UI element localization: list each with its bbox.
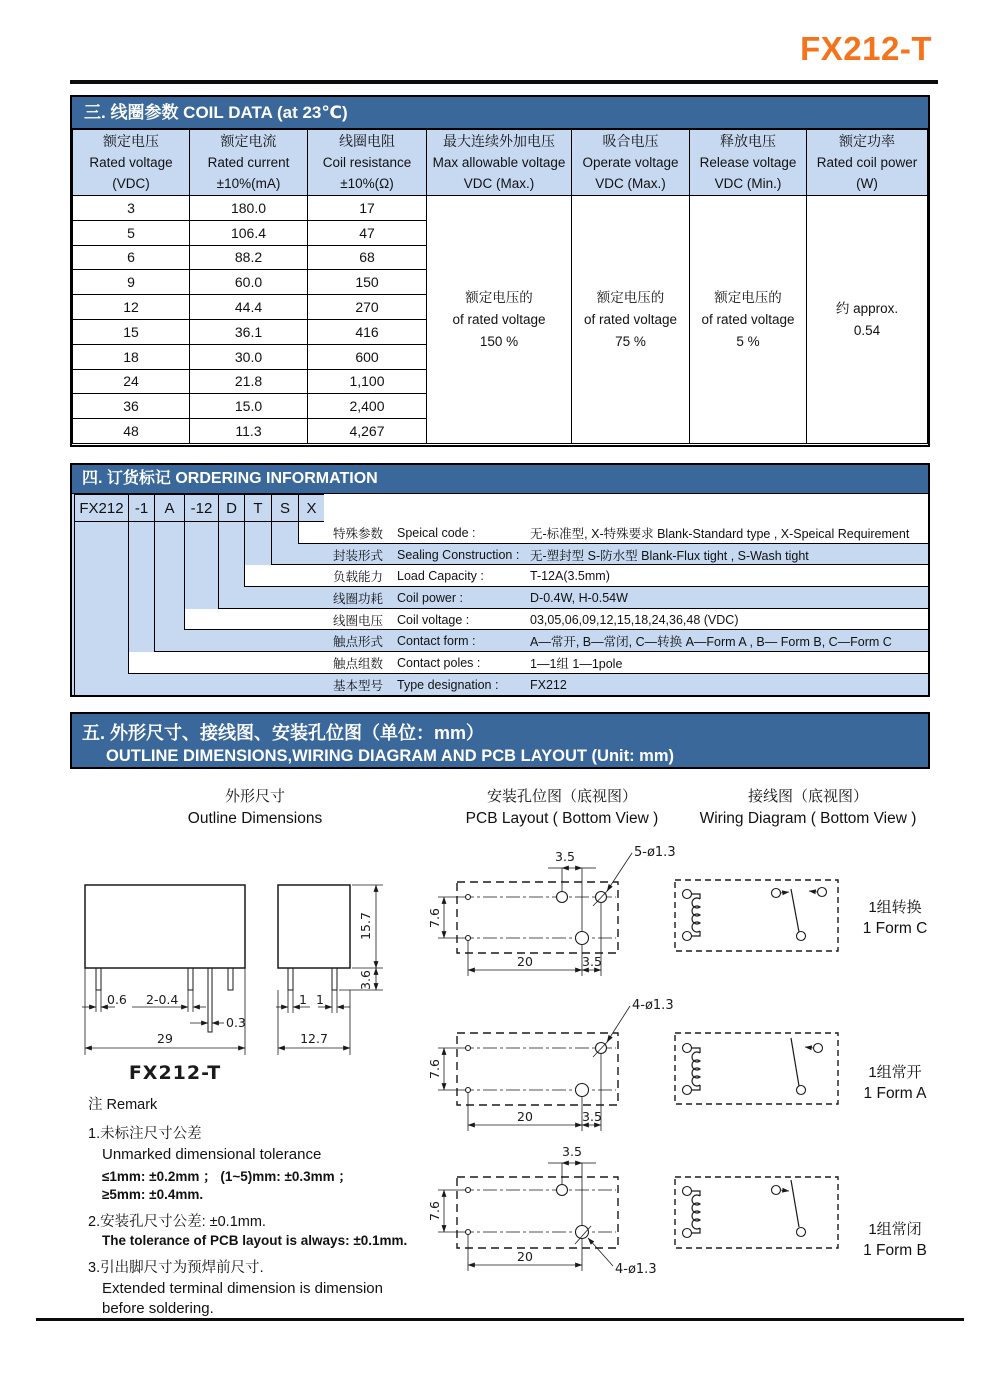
col-operate-voltage: 吸合电压 Operate voltage VDC (Max.) — [572, 130, 690, 196]
connector-line — [74, 522, 75, 674]
col-max-allowable-voltage: 最大连续外加电压 Max allowable voltage VDC (Max.) — [427, 130, 572, 196]
wiring-form-b-svg — [672, 1174, 847, 1254]
svg-text:20: 20 — [517, 954, 533, 969]
code-box-poles: -1 — [128, 494, 155, 522]
coil-data-table — [72, 129, 928, 444]
outline-section-title — [70, 712, 930, 769]
coil-symbol — [683, 1187, 701, 1238]
connector-line — [128, 522, 129, 652]
outline-title-zh: 五. 外形尺寸、接线图、安装孔位图（单位：mm） — [82, 723, 485, 743]
svg-text:4-ø1.3: 4-ø1.3 — [615, 1262, 657, 1277]
svg-text:0.6: 0.6 — [107, 992, 127, 1007]
svg-text:3.5: 3.5 — [562, 1144, 582, 1159]
connector-line — [271, 522, 272, 544]
code-box-coil-voltage: -12 — [184, 494, 219, 522]
table-row: 3 180.0 17 额定电压的 of rated voltage 150 % 额定电压的 of rated voltage 75 % 额定电压的 of rated voltage 5 % 约 approx. 0.54 — [73, 196, 928, 221]
operate-voltage-cell: 额定电压的 of rated voltage 75 % — [572, 196, 690, 444]
product-title: FX212-T — [800, 30, 932, 67]
svg-text:20: 20 — [517, 1109, 533, 1124]
table-row: 9 60.0 150 — [73, 270, 928, 295]
ordering-section-title: 四. 订货标记 ORDERING INFORMATION — [72, 465, 928, 494]
remark-item-1: 1.未标注尺寸公差 — [88, 1126, 202, 1142]
wiring-label-form-c: 1组转换 1 Form C — [862, 899, 928, 937]
col-release-voltage: 释放电压 Release voltage VDC (Min.) — [690, 130, 807, 196]
wiring-form-a-svg — [672, 1030, 847, 1110]
ordering-row-contact-form: 触点形式 Contact form : A—常开, B—常闭, C—转换 A—Form A , B— Form B, C—Form C — [333, 634, 892, 650]
table-row: 12 44.4 270 — [73, 295, 928, 320]
svg-text:12.7: 12.7 — [300, 1031, 328, 1046]
col-coil-resistance: 线圈电阻 Coil resistance ±10%(Ω) — [308, 130, 427, 196]
relay-side-view — [276, 885, 383, 1055]
col-rated-current: 额定电流 Rated current ±10%(mA) — [190, 130, 308, 196]
coil-symbol — [683, 890, 701, 941]
svg-text:3.5: 3.5 — [555, 849, 575, 864]
wiring-label-form-b: 1组常闭 1 Form B — [863, 1221, 927, 1259]
wiring-form-c-svg — [672, 877, 847, 957]
connector-line — [184, 522, 185, 609]
code-box-load-capacity: T — [244, 494, 272, 522]
code-box-special: X — [298, 494, 325, 522]
svg-text:3.6: 3.6 — [358, 970, 373, 990]
pcb-layout-form-b-svg — [427, 1140, 700, 1300]
heading-wiring-diagram: 接线图（底视图） Wiring Diagram ( Bottom View ) — [699, 788, 917, 827]
svg-text:3.5: 3.5 — [582, 1109, 602, 1124]
outline-drawing-svg — [70, 855, 400, 1090]
table-row: 6 88.2 68 — [73, 245, 928, 270]
header-rule — [70, 80, 938, 84]
max-allowable-cell: 额定电压的 of rated voltage 150 % — [427, 196, 572, 444]
table-row: 15 36.1 416 — [73, 319, 928, 344]
code-box-contact-form: A — [154, 494, 185, 522]
svg-text:20: 20 — [517, 1249, 533, 1264]
pcb-layout-form-a-svg — [427, 995, 700, 1145]
ordering-row-coil-power: 线圈功耗 Coil power : D-0.4W, H-0.54W — [333, 590, 628, 606]
heading-pcb-layout: 安装孔位图（底视图） PCB Layout ( Bottom View ) — [465, 788, 659, 827]
svg-text:2-0.4: 2-0.4 — [146, 992, 179, 1007]
code-box-coil-power: D — [218, 494, 245, 522]
normally-open-contact-symbol — [791, 1038, 823, 1095]
col-rated-voltage: 额定电压 Rated voltage (VDC) — [73, 130, 190, 196]
table-row: 36 15.0 2,400 — [73, 394, 928, 419]
svg-text:5-ø1.3: 5-ø1.3 — [634, 845, 676, 860]
col-rated-coil-power: 额定功率 Rated coil power (W) — [807, 130, 928, 196]
svg-text:3.5: 3.5 — [582, 954, 602, 969]
svg-text:1: 1 — [299, 992, 307, 1007]
connector-line — [244, 522, 245, 565]
coil-data-section — [70, 95, 930, 447]
outline-model-label: FX212-T — [128, 1062, 222, 1084]
footer-rule — [36, 1318, 964, 1321]
ordering-row-coil-voltage: 线圈电压 Coil voltage : 03,05,06,09,12,15,18,24,36,48 (VDC) — [333, 612, 739, 628]
table-row: 18 30.0 600 — [73, 344, 928, 369]
svg-text:7.6: 7.6 — [427, 1201, 442, 1221]
connector-line — [154, 522, 155, 631]
wiring-label-form-a: 1组常开 1 Form A — [863, 1064, 927, 1102]
svg-text:0.3: 0.3 — [226, 1015, 246, 1030]
table-row: 5 106.4 47 — [73, 220, 928, 245]
svg-text:7.6: 7.6 — [427, 908, 442, 928]
rated-power-cell: 约 approx. 0.54 — [807, 196, 928, 444]
coil-section-title: 三. 线圈参数 COIL DATA (at 23℃) — [72, 97, 928, 129]
pcb-layout-form-c-svg — [427, 843, 700, 993]
changeover-contact-symbol — [772, 888, 827, 941]
code-top-white-area — [324, 494, 928, 522]
relay-front-view — [82, 885, 246, 1084]
ordering-row-type: 基本型号 Type designation : FX212 — [333, 677, 567, 693]
heading-outline-dimensions: 外形尺寸 Outline Dimensions — [187, 788, 323, 827]
code-box-sealing: S — [271, 494, 299, 522]
remark-heading: 注 Remark — [88, 1097, 158, 1113]
table-row: 48 11.3 4,267 — [73, 419, 928, 444]
outline-title-en: OUTLINE DIMENSIONS,WIRING DIAGRAM AND PCB LAYOUT (Unit: mm) — [106, 747, 675, 765]
coil-symbol — [683, 1044, 701, 1095]
svg-text:1: 1 — [316, 992, 324, 1007]
ordering-information-section — [70, 463, 930, 697]
svg-text:29: 29 — [157, 1031, 173, 1046]
ordering-row-load: 负载能力 Load Capacity : T-12A(3.5mm) — [333, 569, 610, 585]
remark-item-2: 2.安装孔尺寸公差: ±0.1mm. — [88, 1214, 266, 1230]
ordering-row-special: 特殊参数 Speical code : 无-标准型, X-特殊要求 Blank-Standard type , X-Speical Requirement — [333, 525, 910, 541]
remark-item-3: 3.引出脚尺寸为预焊前尺寸. — [88, 1260, 264, 1276]
svg-text:15.7: 15.7 — [358, 912, 373, 940]
remark-block: 注 Remark 1.未标注尺寸公差 Unmarked dimensional tolerance ≤1mm: ±0.2mm ； (1~5)mm: ±0.3mm ； ≥5mm: ±0.4mm. 2.安装孔尺寸公差: ±0.1mm. The tolerance of PCB layout is always: ±0.1mm. 3.引出脚尺寸为预焊前尺寸. Extended terminal dimension is dimension before soldering. — [88, 1093, 438, 1317]
normally-closed-contact-symbol — [772, 1180, 806, 1237]
svg-text:7.6: 7.6 — [427, 1059, 442, 1079]
svg-text:4-ø1.3: 4-ø1.3 — [632, 998, 674, 1013]
code-box-type: FX212 — [74, 494, 129, 522]
release-voltage-cell: 额定电压的 of rated voltage 5 % — [690, 196, 807, 444]
connector-line — [218, 522, 219, 587]
table-row: 24 21.8 1,100 — [73, 369, 928, 394]
coil-header-row — [73, 130, 928, 196]
ordering-row-poles: 触点组数 Contact poles : 1—1组 1—1pole — [333, 656, 623, 672]
ordering-code-diagram — [72, 494, 928, 696]
ordering-row-sealing: 封装形式 Sealing Construction : 无-塑封型 S-防水型 Blank-Flux tight , S-Wash tight — [333, 547, 809, 563]
